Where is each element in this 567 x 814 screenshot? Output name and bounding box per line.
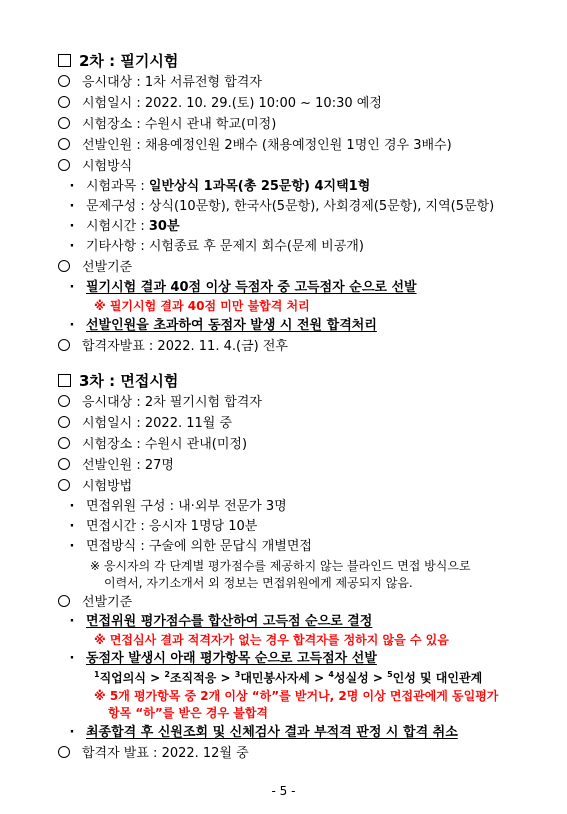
circle-bullet-icon [58, 479, 70, 491]
dot-bullet-icon: · [69, 280, 75, 295]
round2-etc: · 기타사항 : 시험종료 후 문제지 회수(문제 비공개) [68, 237, 364, 257]
round2-criteria2: · 선발인원을 초과하여 동점자 발생 시 전원 합격처리 [68, 316, 377, 336]
circle-bullet-icon [58, 260, 70, 272]
round3-panel: · 면접위원 구성 : 내·외부 전문가 3명 [68, 497, 287, 517]
circle-bullet-icon [58, 159, 70, 171]
round2-subject: · 시험과목 : 일반상식 1과목(총 25문항) 4지택1형 [68, 177, 370, 197]
eval-item: 대민봉사자세 [240, 671, 310, 685]
round2-hires: 선발인원 : 채용예정인원 2배수 (채용예정인원 1명인 경우 3배수) [58, 136, 452, 156]
eval-item: 직업의식 [99, 671, 146, 685]
round3-criteria1: · 면접위원 평가점수를 합산하여 고득점 순으로 결정 [68, 612, 372, 632]
round2-date: 시험일시 : 2022. 10. 29.(토) 10:00 ~ 10:30 예정 [58, 94, 382, 114]
round3-criteria3: · 최종합격 후 신원조회 및 신체검사 결과 부적격 판정 시 합격 취소 [68, 723, 458, 743]
round3-heading: 3차 : 면접시험 [58, 371, 178, 391]
eval-item: 인성 및 대인관계 [392, 671, 483, 685]
eval-item: 성실성 [333, 671, 369, 685]
circle-bullet-icon [58, 339, 70, 351]
circle-bullet-icon [58, 595, 70, 607]
round3-date: 시험일시 : 2022. 11월 중 [58, 414, 232, 434]
round2-time: · 시험시간 : 30분 [68, 217, 180, 237]
round2-announce: 합격자발표 : 2022. 11. 4.(금) 전후 [58, 337, 288, 357]
circle-bullet-icon [58, 96, 70, 108]
circle-bullet-icon [58, 117, 70, 129]
round2-criteria1-note: ※ 필기시험 결과 40점 미만 불합격 처리 [94, 299, 310, 313]
eval-item: 조직적응 [169, 671, 217, 685]
dot-bullet-icon: · [69, 519, 75, 534]
checkbox-square-icon [58, 374, 71, 387]
round3-criteria2-note-2: 항목 “하”를 받은 경우 불합격 [108, 706, 268, 720]
page-number: - 5 - [271, 784, 296, 798]
round2-composition: · 문제구성 : 상식(10문항), 한국사(5문항), 사회경제(5문항), 지역(5문항) [68, 197, 494, 217]
circle-bullet-icon [58, 437, 70, 449]
circle-bullet-icon [58, 416, 70, 428]
dot-bullet-icon: · [69, 318, 75, 333]
eval-items-line: $^1$직업의식 > $^2$조직적응 > $^3$대민봉사자세 > $^4$성실성 > $^5$인성 및 대인관계 [94, 670, 483, 685]
dot-bullet-icon: · [69, 499, 75, 514]
circle-bullet-icon [58, 395, 70, 407]
round3-duration: · 면접시간 : 응시자 1명당 10분 [68, 517, 257, 537]
round2-heading: 2차 : 필기시험 [58, 51, 178, 71]
dot-bullet-icon: · [69, 219, 75, 234]
round3-style: · 면접방식 : 구술에 의한 문답식 개별면접 [68, 537, 312, 557]
round2-method-title: 시험방식 [58, 157, 132, 177]
round3-criteria2: · 동점자 발생시 아래 평가항목 순으로 고득점자 선발 [68, 649, 377, 669]
dot-bullet-icon: · [69, 614, 75, 629]
circle-bullet-icon [58, 138, 70, 150]
round3-place: 시험장소 : 수원시 관내(미정) [58, 435, 247, 455]
circle-bullet-icon [58, 458, 70, 470]
round3-announce: 합격자 발표 : 2022. 12월 중 [58, 744, 249, 764]
dot-bullet-icon: · [69, 199, 75, 214]
round3-style-note-2: 이력서, 자기소개서 외 정보는 면접위원에게 제공되지 않음. [104, 576, 413, 590]
round3-criteria2-note-1: ※ 5개 평가항목 중 2개 이상 “하”를 받거나, 2명 이상 면접관에게 동일평가 [94, 689, 499, 703]
round3-target: 응시대상 : 2차 필기시험 합격자 [58, 393, 262, 413]
dot-bullet-icon: · [69, 539, 75, 554]
round2-criteria-title: 선발기준 [58, 258, 132, 278]
round3-style-note-1: ※ 응시자의 각 단계별 평가점수를 제공하지 않는 블라인드 면접 방식으로 [90, 559, 471, 573]
dot-bullet-icon: · [69, 651, 75, 666]
round3-criteria-title: 선발기준 [58, 593, 132, 613]
round3-method-title: 시험방법 [58, 477, 132, 497]
dot-bullet-icon: · [69, 725, 75, 740]
checkbox-square-icon [58, 54, 71, 67]
round2-criteria1: · 필기시험 결과 40점 이상 득점자 중 고득점자 순으로 선발 [68, 278, 417, 298]
circle-bullet-icon [58, 75, 70, 87]
circle-bullet-icon [58, 746, 70, 758]
round2-target: 응시대상 : 1차 서류전형 합격자 [58, 73, 262, 93]
dot-bullet-icon: · [69, 239, 75, 254]
dot-bullet-icon: · [69, 179, 75, 194]
round3-criteria1-note: ※ 면접심사 결과 적격자가 없는 경우 합격자를 정하지 않을 수 있음 [94, 633, 449, 647]
round3-hires: 선발인원 : 27명 [58, 456, 174, 476]
round2-place: 시험장소 : 수원시 관내 학교(미정) [58, 115, 276, 135]
